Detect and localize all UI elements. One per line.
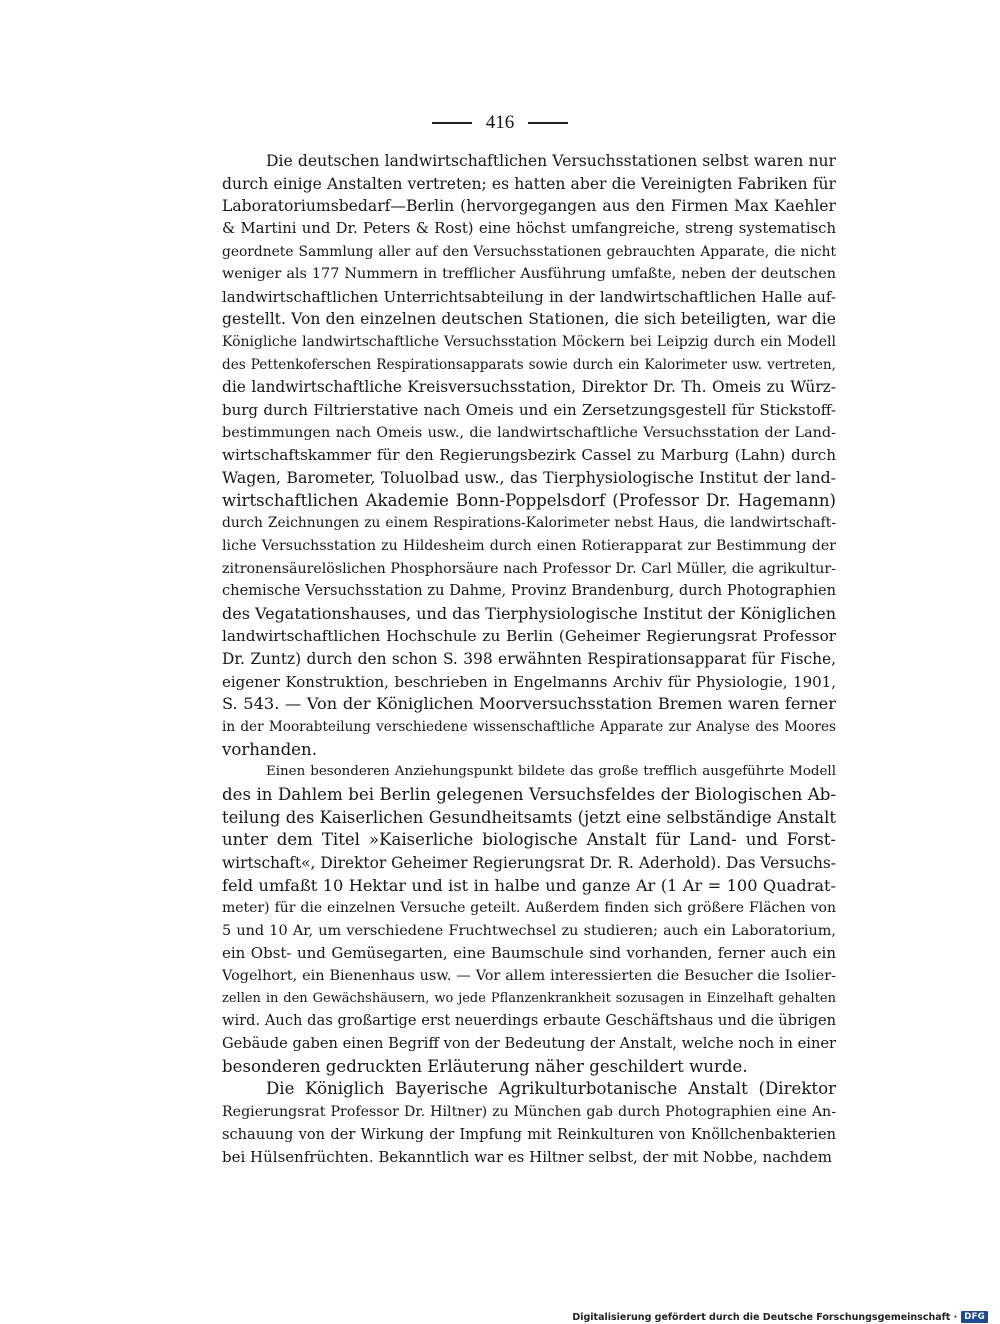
paragraph <box>222 1078 836 1169</box>
text-line: die landwirtschaftliche Kreisversuchsstation, Direktor Dr. Th. Omeis zu Würz- <box>222 378 836 397</box>
credit-text: Digitalisierung gefördert durch die Deutsche Forschungsgemeinschaft · <box>572 1311 958 1323</box>
header-rule-right <box>528 122 568 123</box>
text-line: Die Königlich Bayerische Agrikulturbotanische Anstalt (Direktor <box>266 1079 836 1099</box>
text-line: des in Dahlem bei Berlin gelegenen Versuchsfeldes der Biologischen Ab- <box>222 784 836 804</box>
text-line: durch Zeichnungen zu einem Respirations-Kalorimeter nebst Haus, die landwirtschaft- <box>222 515 836 532</box>
body-text <box>222 150 836 1169</box>
text-line: S. 543. — Von der Königlichen Moorversuchsstation Bremen waren ferner <box>222 694 836 714</box>
text-line: vorhanden. <box>222 739 317 759</box>
text-line: Laboratoriumsbedarf—Berlin (hervorgegangen aus den Firmen Max Kaehler <box>222 197 836 216</box>
text-line: & Martini und Dr. Peters & Rost) eine höchst umfangreiche, streng systematisch <box>222 219 836 237</box>
text-line: wirtschaftskammer für den Regierungsbezirk Cassel zu Marburg (Lahn) durch <box>222 446 836 465</box>
text-line: burg durch Filtrierstative nach Omeis und ein Zersetzungsgestell für Stickstoff- <box>222 401 836 420</box>
text-line: wirtschaft«, Direktor Geheimer Regierungsrat Dr. R. Aderhold). Das Versuchs- <box>222 853 836 872</box>
page-number: 416 <box>485 112 515 133</box>
text-line: Einen besonderen Anziehungspunkt bildete das große trefflich ausgeführte Modell <box>266 764 836 780</box>
text-line: 5 und 10 Ar, um verschiedene Fruchtwechsel zu studieren; auch ein Laboratorium, <box>222 922 836 939</box>
text-line: gestellt. Von den einzelnen deutschen Stationen, die sich beteiligten, war die <box>222 310 836 329</box>
paragraph <box>222 150 836 761</box>
text-line: Die deutschen landwirtschaftlichen Versuchsstationen selbst waren nur <box>266 152 836 170</box>
text-line: liche Versuchsstation zu Hildesheim durch einen Rotierapparat zur Bestimmung der <box>222 537 836 554</box>
text-line: bestimmungen nach Omeis usw., die landwirtschaftliche Versuchsstation der Land- <box>222 424 836 441</box>
text-line: Regierungsrat Professor Dr. Hiltner) zu München gab durch Photographien eine An- <box>222 1103 836 1120</box>
text-line: des Vegatationshauses, und das Tierphysiologische Institut der Königlichen <box>222 603 836 623</box>
text-line: des Pettenkoferschen Respirationsapparats sowie durch ein Kalorimeter usw. vertreten, <box>222 356 836 373</box>
text-line: durch einige Anstalten vertreten; es hatten aber die Vereinigten Fabriken für <box>222 174 836 193</box>
text-line: Gebäude gaben einen Begriff von der Bedeutung der Anstalt, welche noch in einer <box>222 1034 836 1052</box>
text-line: eigener Konstruktion, beschrieben in Engelmanns Archiv für Physiologie, 1901, <box>222 672 836 691</box>
dfg-logo: DFG <box>961 1311 988 1323</box>
text-line: besonderen gedruckten Erläuterung näher geschildert wurde. <box>222 1056 748 1076</box>
text-line: teilung des Kaiserlichen Gesundheitsamts (jetzt eine selbständige Anstalt <box>222 807 836 827</box>
page-header <box>0 112 1000 134</box>
text-line: weniger als 177 Nummern in trefflicher Ausführung umfaßte, neben der deutschen <box>222 266 836 283</box>
paragraph <box>222 761 836 1078</box>
text-line: in der Moorabteilung verschiedene wissenschaftliche Apparate zur Analyse des Moores <box>222 719 836 736</box>
text-line: Wagen, Barometer, Toluolbad usw., das Tierphysiologische Institut der land- <box>222 467 836 487</box>
header-rule-left <box>432 122 472 123</box>
digitization-credit <box>572 1311 988 1323</box>
text-line: wird. Auch das großartige erst neuerdings erbaute Geschäftshaus und die übrigen <box>222 1012 836 1030</box>
text-line: Dr. Zuntz) durch den schon S. 398 erwähnten Respirationsapparat für Fische, <box>222 650 836 669</box>
text-line: zitronensäurelöslichen Phosphorsäure nach Professor Dr. Carl Müller, die agrikultur- <box>222 560 836 577</box>
text-line: meter) für die einzelnen Versuche geteilt. Außerdem finden sich größere Flächen von <box>222 900 836 917</box>
text-line: unter dem Titel »Kaiserliche biologische Anstalt für Land- und Forst- <box>222 830 836 850</box>
text-line: ein Obst- und Gemüsegarten, eine Baumschule sind vorhanden, ferner auch ein <box>222 944 836 963</box>
text-line: landwirtschaftlichen Unterrichtsabteilung in der landwirtschaftlichen Halle auf- <box>222 287 836 306</box>
text-line: schauung von der Wirkung der Impfung mit Reinkulturen von Knöllchenbakterien <box>222 1125 836 1143</box>
text-line: landwirtschaftlichen Hochschule zu Berlin (Geheimer Regierungsrat Professor <box>222 627 836 646</box>
text-line: feld umfaßt 10 Hektar und ist in halbe und ganze Ar (1 Ar = 100 Quadrat- <box>222 875 836 895</box>
text-line: chemische Versuchsstation zu Dahme, Provinz Brandenburg, durch Photographien <box>222 582 836 600</box>
text-line: zellen in den Gewächshäusern, wo jede Pflanzenkrankheit sozusagen in Einzelhaft gehalten <box>222 990 836 1006</box>
text-line: Vogelhort, ein Bienenhaus usw. — Vor allem interessierten die Besucher die Isolier- <box>222 968 836 985</box>
text-line: wirtschaftlichen Akademie Bonn-Poppelsdorf (Professor Dr. Hagemann) <box>222 490 836 510</box>
text-line: bei Hülsenfrüchten. Bekanntlich war es Hiltner selbst, der mit Nobbe, nachdem <box>222 1148 832 1167</box>
text-line: Königliche landwirtschaftliche Versuchsstation Möckern bei Leipzig durch ein Modell <box>222 334 836 351</box>
text-line: geordnete Sammlung aller auf den Versuchsstationen gebrauchten Apparate, die nicht <box>222 243 836 260</box>
